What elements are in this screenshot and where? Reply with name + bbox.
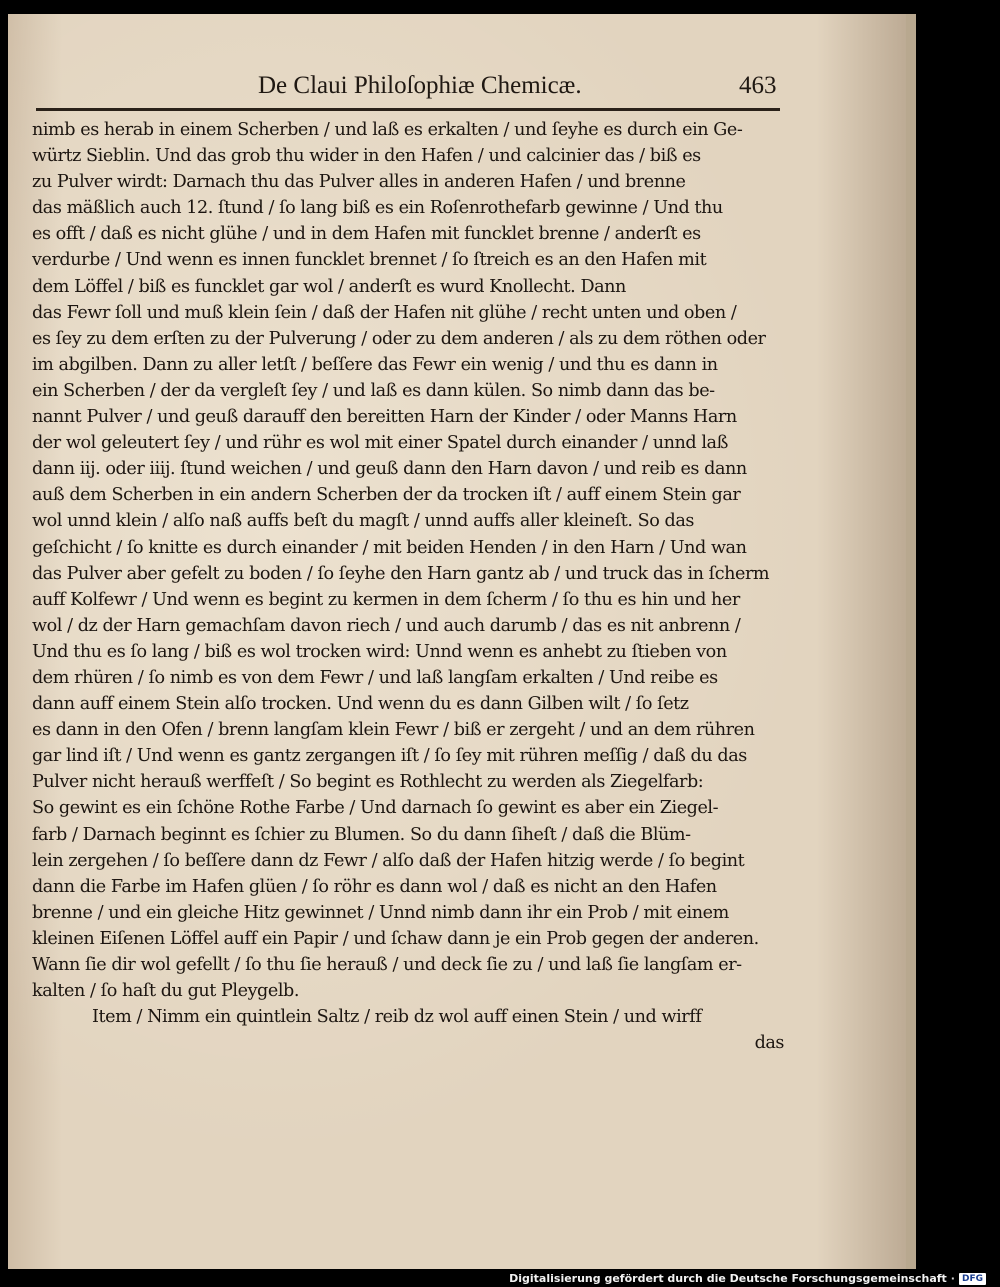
text-line: kalten / ſo haſt du gut Pleygelb. xyxy=(32,981,299,1002)
text-line: dem Löffel / biß es funcklet gar wol / anderſt es wurd Knollecht. Dann xyxy=(32,276,626,297)
body-text xyxy=(32,117,784,1056)
text-line: nannt Pulver / und geuß darauff den bereitten Harn der Kinder / oder Manns Harn xyxy=(32,407,737,428)
header-rule xyxy=(36,108,780,111)
text-line: es dann in den Ofen / brenn langſam klein Fewr / biß er zergeht / und an dem rühren xyxy=(32,720,755,741)
text-line: auff Kolfewr / Und wenn es begint zu kermen in dem ſcherm / ſo thu es hin und her xyxy=(32,589,740,610)
text-line: das mäßlich auch 12. ſtund / ſo lang biß es ein Roſenrothefarb gewinne / Und thu xyxy=(32,198,723,219)
text-line: würtz Sieblin. Und das grob thu wider in den Hafen / und calcinier das / biß es xyxy=(32,146,701,167)
text-line: wol unnd klein / alſo naß auffs beſt du magſt / unnd auffs aller kleineſt. So das xyxy=(32,511,694,532)
credit-separator: · xyxy=(950,1272,955,1285)
text-line: Wann ſie dir wol gefellt / ſo thu ſie herauß / und deck ſie zu / und laß ſie langſam er- xyxy=(32,955,742,975)
text-line: gar lind iſt / Und wenn es gantz zergangen iſt / ſo ſey mit rühren meſſig / daß du das xyxy=(32,746,747,767)
credit-text: Digitalisierung gefördert durch die Deutsche Forschungsgemeinschaft xyxy=(509,1272,947,1285)
text-line: farb / Darnach beginnt es ſchier zu Blumen. So du dann ſiheſt / daß die Blüm- xyxy=(32,824,691,845)
text-line: wol / dz der Harn gemachſam davon riech / und auch darumb / das es nit anbrenn / xyxy=(32,615,741,636)
text-line: verdurbe / Und wenn es innen funcklet brennet / ſo ſtreich es an den Hafen mit xyxy=(32,250,707,271)
text-line: dann iij. oder iiij. ſtund weichen / und geuß dann den Harn davon / und reib es dann xyxy=(32,459,747,480)
text-line: dann die Farbe im Hafen glüen / ſo röhr es dann wol / daß es nicht an den Hafen xyxy=(32,876,717,897)
text-line: auß dem Scherben in ein andern Scherben der da trocken iſt / auff einem Stein gar xyxy=(32,485,741,506)
text-line: kleinen Eiſenen Löffel auff ein Papir / und ſchaw dann je ein Prob gegen der anderen. xyxy=(32,928,759,949)
paragraph-start-line: Item / Nimm ein quintlein Saltz / reib dz wol auff einen Stein / und wirff xyxy=(92,1007,702,1028)
text-line: das Fewr ſoll und muß klein ſein / daß der Hafen nit glühe / recht unten und oben / xyxy=(32,302,737,323)
text-line: dann auff einem Stein alſo trocken. Und wenn du es dann Gilben wilt / ſo ſetz xyxy=(32,694,689,715)
running-head: De Claui Philoſophiæ Chemicæ. xyxy=(258,72,582,99)
text-line: ein Scherben / der da vergleſt ſey / und laß es dann külen. So nimb dann das be- xyxy=(32,380,715,401)
text-line: lein zergehen / ſo beſſere dann dz Fewr / alſo daß der Hafen hitzig werde / ſo begint xyxy=(32,850,745,871)
page-number: 463 xyxy=(739,72,777,99)
text-line: zu Pulver wirdt: Darnach thu das Pulver alles in anderen Hafen / und brenne xyxy=(32,172,686,193)
text-line: geſchicht / ſo knitte es durch einander / mit beiden Henden / in den Harn / Und wan xyxy=(32,537,747,558)
text-line: Pulver nicht herauß werffeſt / So begint es Rothlecht zu werden als Ziegelfarb: xyxy=(32,772,704,793)
dfg-logo: DFG xyxy=(959,1273,986,1285)
digitization-credit xyxy=(509,1272,986,1285)
text-line: So gewint es ein ſchöne Rothe Farbe / Und darnach ſo gewint es aber ein Ziegel- xyxy=(32,798,719,819)
catchword: das xyxy=(754,1033,784,1054)
page-edge xyxy=(906,14,916,1269)
text-line: das Pulver aber gefelt zu boden / ſo ſeyhe den Harn gantz ab / und truck das in ſcherm xyxy=(32,563,770,584)
text-line: es offt / daß es nicht glühe / und in dem Hafen mit funcklet brenne / anderſt es xyxy=(32,224,701,245)
text-line: im abgilben. Dann zu aller letſt / beſſere das Fewr ein wenig / und thu es dann in xyxy=(32,354,718,375)
text-line: nimb es herab in einem Scherben / und laß es erkalten / und ſeyhe es durch ein Ge- xyxy=(32,120,743,140)
text-line: es ſey zu dem erſten zu der Pulverung / oder zu dem anderen / als zu dem röthen oder xyxy=(32,328,766,349)
text-line: Und thu es ſo lang / biß es wol trocken wird: Unnd wenn es anhebt zu ſtieben von xyxy=(32,641,727,662)
text-line: dem rhüren / ſo nimb es von dem Fewr / und laß langſam erkalten / Und reibe es xyxy=(32,667,718,688)
text-line: brenne / und ein gleiche Hitz gewinnet / Unnd nimb dann ihr ein Prob / mit einem xyxy=(32,902,729,923)
text-line: der wol geleutert ſey / und rühr es wol mit einer Spatel durch einander / unnd laß xyxy=(32,433,728,454)
